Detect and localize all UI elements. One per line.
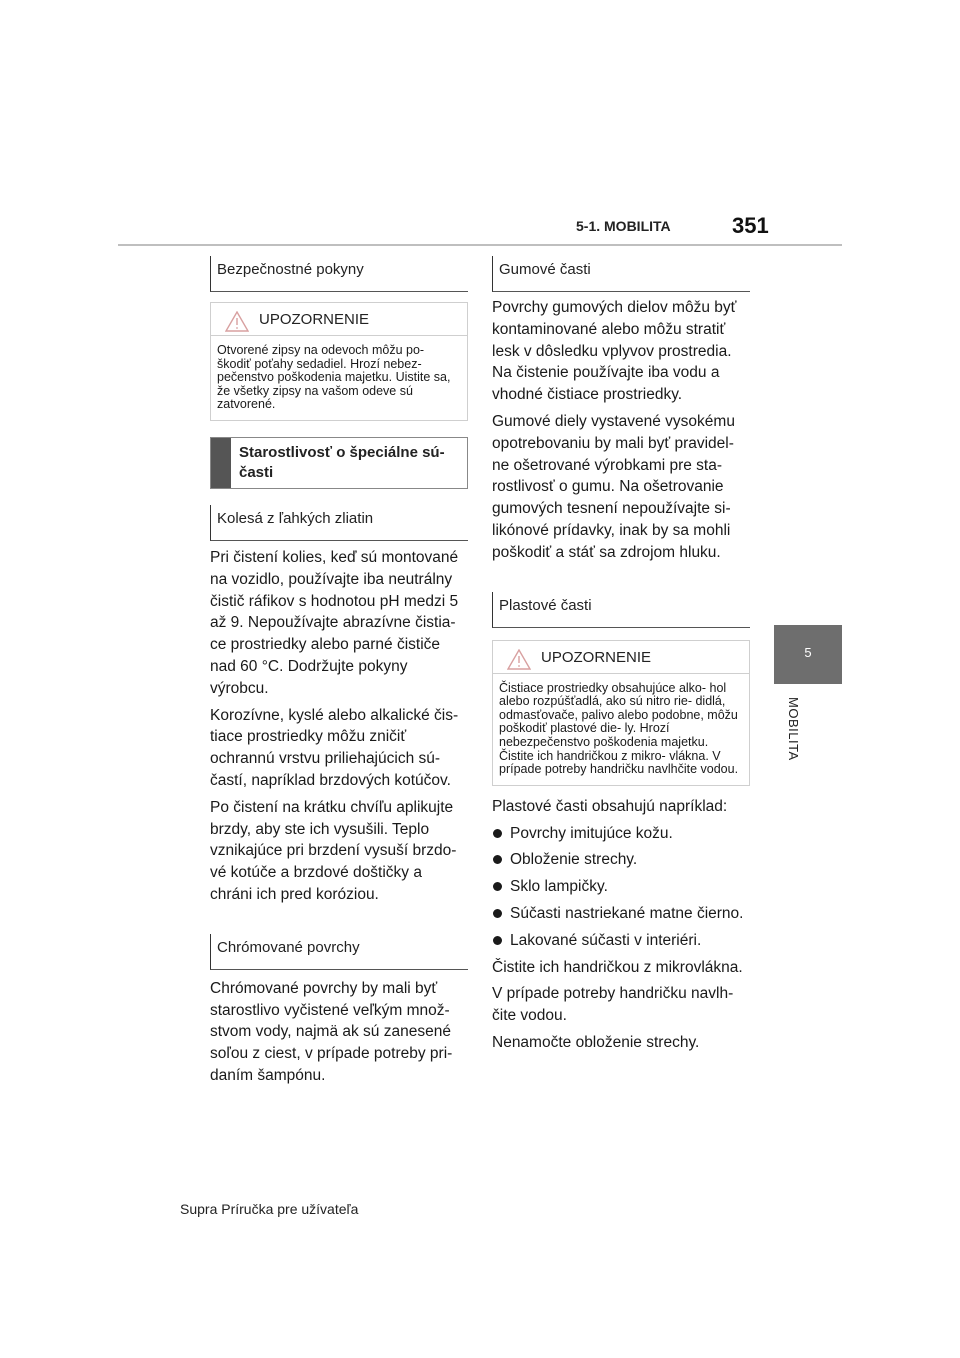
paragraph: Pri čistení kolies, keď sú montované na vozidlo, používajte iba neutrálny čistič ráfikov s hodnotou pH medzi 5 až 9. Nepoužívajte abrazívne čistia- ce prostriedky alebo parné čističe nad 60 °C. Dodržujte pokyny výrobcu. — [210, 548, 459, 697]
warning-title: UPOZORNENIE — [259, 311, 370, 328]
warning-triangle-icon — [507, 649, 531, 675]
warning-header — [493, 647, 749, 674]
section-title: 5-1. MOBILITA — [576, 218, 671, 234]
wheels-section — [210, 547, 468, 906]
heading-plastic: Plastové časti — [492, 592, 750, 628]
heading-special-parts — [210, 437, 468, 489]
page-number: 351 — [732, 213, 769, 238]
list-item: Obloženie strechy. — [492, 849, 750, 871]
right-column — [492, 256, 750, 1054]
paragraph: Po čistení na krátku chvíľu aplikujte brzdy, aby ste ich vysušili. Teplo vznikajúce pri brzdení vysuší brzdo- vé kotúče a brzdové doštičky a chráni ich pred koróziou. — [210, 798, 457, 903]
warning-box-zips — [210, 302, 468, 421]
warning-triangle-icon — [225, 311, 249, 337]
warning-header — [211, 309, 467, 336]
footer-text: Supra Príručka pre užívateľa — [180, 1201, 359, 1217]
chapter-number: 5 — [804, 645, 812, 660]
list-item: Lakované súčasti v interiéri. — [492, 930, 750, 952]
plastic-parts-list — [492, 823, 750, 952]
warning-text: Čistiace prostriedky obsahujúce alko- hol alebo rozpúšťadlá, ako sú nitro rie- didlá, odmasťovače, palivo alebo podobne, môžu poškodiť plastové die- ly. Hrozí nebezpečenstvo poškodenia majetku. Čistite ich handričkou z mikro- vlákna. V prípade potreby handričku navlhčite vodou. — [499, 680, 739, 777]
left-column — [210, 256, 468, 1087]
list-item: Sklo lampičky. — [492, 876, 750, 898]
warning-box-plastic — [492, 640, 750, 786]
heading-alloy-wheels: Kolesá z ľahkých zliatin — [210, 505, 468, 541]
chapter-label: MOBILITA — [786, 697, 801, 761]
heading-safety: Bezpečnostné pokyny — [210, 256, 468, 292]
warning-text: Otvorené zipsy na odevoch môžu po- škodiť poťahy sedadiel. Hrozí nebez- pečenstvo poškodenia majetku. Uistite sa, že všetky zipsy na vašom odeve sú zatvorené. — [217, 343, 451, 412]
paragraph: Plastové časti obsahujú napríklad: — [492, 797, 728, 815]
paragraph: Čistite ich handričkou z mikrovlákna. — [492, 958, 743, 976]
heading-bar — [211, 438, 231, 488]
list-item: Povrchy imitujúce kožu. — [492, 823, 750, 845]
chapter-tab[interactable] — [774, 625, 842, 684]
paragraph: V prípade potreby handričku navlh- čite vodou. — [492, 985, 734, 1025]
heading-rubber: Gumové časti — [492, 256, 750, 292]
heading-special-text: Starostlivosť o špeciálne sú- časti — [239, 443, 445, 481]
warning-title: UPOZORNENIE — [541, 648, 652, 666]
list-item: Súčasti nastriekané matne čierno. — [492, 903, 750, 925]
paragraph: Chrómované povrchy by mali byť starostlivo vyčistené veľkým množ- stvom vody, najmä ak sú zanesené soľou z ciest, v prípade potreby pri- daním šampónu. — [210, 979, 453, 1084]
header-rule — [118, 244, 842, 246]
paragraph: Nenamočte obloženie strechy. — [492, 1033, 700, 1051]
heading-chrome: Chrómované povrchy — [210, 934, 468, 970]
paragraph: Gumové diely vystavené vysokému opotrebovaniu by mali byť pravidel- ne ošetrované výrobkami pre sta- rostlivosť o gumu. Na ošetrovanie gumových tesnení nepoužívajte si- likónové prídavky, inak by sa mohli poškodiť a stáť sa zdrojom hluku. — [492, 412, 735, 561]
paragraph: Povrchy gumových dielov môžu byť kontaminované alebo môžu stratiť lesk v dôsledku vplyvov prostredia. Na čistenie používajte iba vodu a vhodné čistiace prostriedky. — [492, 299, 737, 404]
paragraph: Korozívne, kyslé alebo alkalické čis- tiace prostriedky môžu zničiť ochrannú vrstvu priliehajúcich sú- častí, napríklad brzdových kotúčov. — [210, 706, 459, 789]
